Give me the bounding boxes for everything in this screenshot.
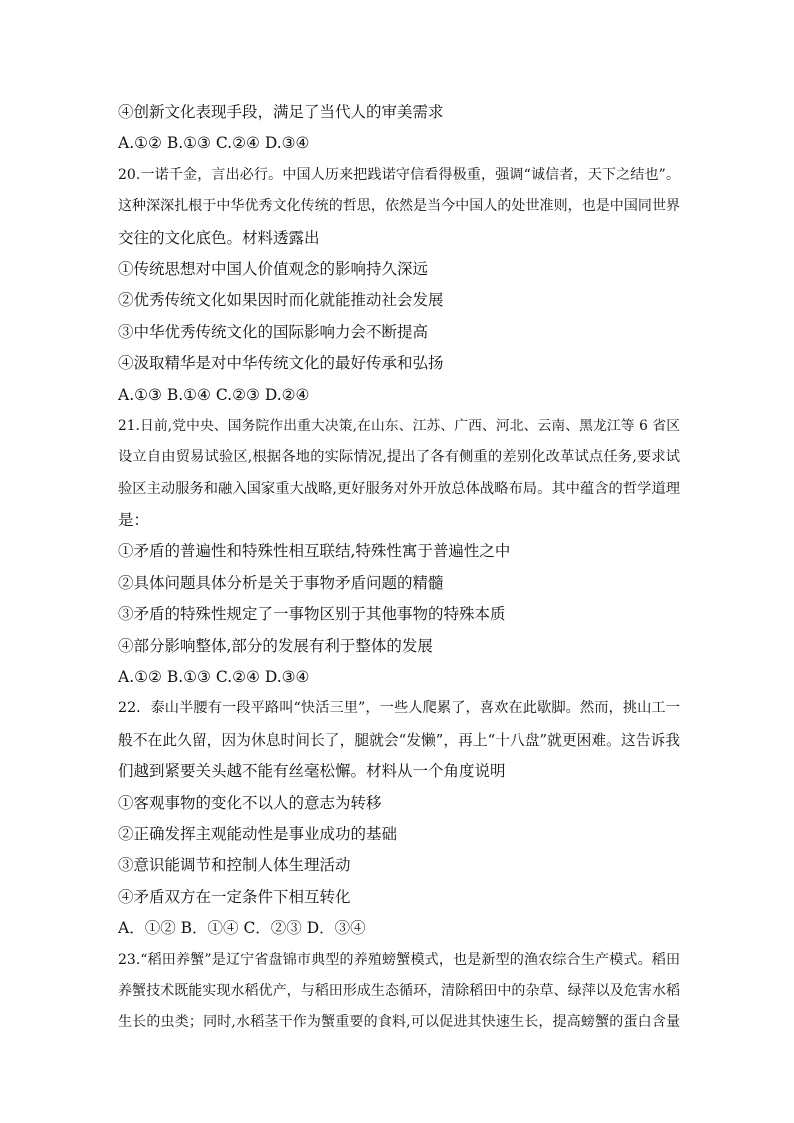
question-21-stem: 21.日前,党中央、国务院作出重大决策,在山东、江苏、广西、河北、云南、黑龙江等 6 省区: [118, 417, 680, 434]
question-20-stem-end: 交往的文化底色。材料透露出: [118, 228, 320, 247]
answer-choices-q21: A.①② B.①③ C.②④ D.③④: [118, 668, 310, 687]
q22-option-3: ③意识能调节和控制人体生理活动: [118, 856, 351, 875]
question-21-stem-end: 是：: [118, 511, 150, 530]
q20-option-2: ②优秀传统文化如果因时而化就能推动社会发展: [118, 291, 444, 310]
q22-option-1: ①客观事物的变化不以人的意志为转移: [118, 793, 382, 812]
question-22-stem-cont: 般不在此久留，因为休息时间长了，腿就会“发懒”，再上“十八盘”就更困难。这告诉我: [118, 731, 680, 749]
question-21-stem-cont: 验区主动服务和融入国家重大战略,更好服务对外开放总体战略布局。其中蕴含的哲学道理: [118, 480, 680, 497]
q22-option-4: ④矛盾双方在一定条件下相互转化: [118, 887, 351, 906]
q21-option-3: ③矛盾的特殊性规定了一事物区别于其他事物的特殊本质: [118, 605, 506, 624]
q20-option-4: ④汲取精华是对中华传统文化的最好传承和弘扬: [118, 354, 444, 373]
question-23-stem-cont: 养蟹技术既能实现水稻优产，与稻田形成生态循环，清除稻田中的杂草、绿萍以及危害水稻: [118, 982, 680, 999]
question-21-stem-cont: 设立自由贸易试验区,根据各地的实际情况,提出了各有侧重的差别化改革试点任务,要求试: [118, 449, 680, 466]
question-20-stem-cont: 这种深深扎根于中华优秀文化传统的哲思，依然是当今中国人的处世准则，也是中国同世界: [118, 198, 680, 215]
question-23-stem-cont: 生长的虫类；同时,水稻茎干作为蟹重要的食料,可以促进其快速生长，提高螃蟹的蛋白含量: [118, 1014, 680, 1031]
q20-option-3: ③中华优秀传统文化的国际影响力会不断提高: [118, 322, 429, 341]
q20-option-1: ①传统思想对中国人价值观念的影响持久深远: [118, 259, 429, 278]
document-page: [118, 97, 680, 1039]
answer-choices-q20: A.①③ B.①④ C.②③ D.②④: [118, 385, 310, 404]
answer-choices-q19: A.①② B.①③ C.②④ D.③④: [118, 134, 310, 153]
question-23-stem: 23.“稻田养蟹”是辽宁省盘锦市典型的养殖螃蟹模式，也是新型的渔农综合生产模式。稻田: [118, 951, 680, 968]
question-22-stem-end: 们越到紧要关头越不能有丝毫松懈。材料从一个角度说明: [118, 762, 506, 781]
option-line-4: ④创新文化表现手段，满足了当代人的审美需求: [118, 103, 444, 121]
q21-option-4: ④部分影响整体,部分的发展有利于整体的发展: [118, 636, 433, 655]
answer-choices-q22: A．①② B．①④ C．②③ D．③④: [118, 919, 366, 938]
question-20-stem: 20.一诺千金，言出必行。中国人历来把践诺守信看得极重，强调“诚信者，天下之结也”。: [118, 166, 680, 183]
q21-option-2: ②具体问题具体分析是关于事物矛盾问题的精髓: [118, 573, 444, 592]
q22-option-2: ②正确发挥主观能动性是事业成功的基础: [118, 824, 398, 843]
q21-option-1: ①矛盾的普遍性和特殊性相互联结,特殊性寓于普遍性之中: [118, 542, 511, 561]
question-22-stem: 22．泰山半腰有一段平路叫“快活三里”，一些人爬累了，喜欢在此歇脚。然而，挑山工一: [118, 700, 680, 717]
